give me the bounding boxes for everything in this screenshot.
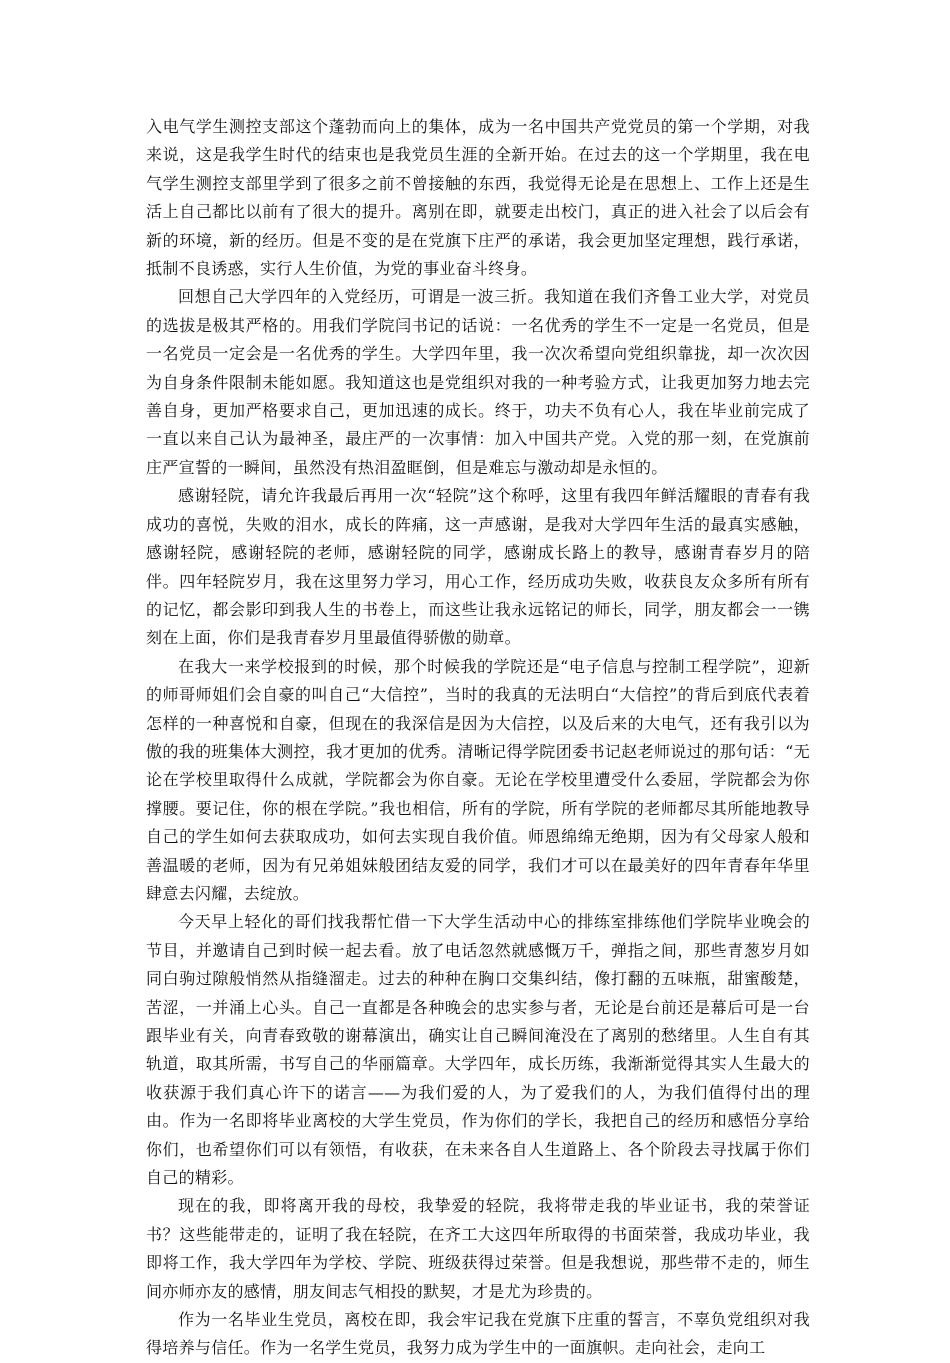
document-page: [146, 113, 810, 1363]
paragraph-4: 在我大一来学校报到的时候，那个时候我的学院还是“电子信息与控制工程学院”，迎新的师哥师姐们会自豪的叫自己“大信控”，当时的我真的无法明白“大信控”的背后到底代表着怎样的一种喜悦和自豪，但现在的我深信是因为大信控，以及后来的大电气，还有我引以为傲的我的班集体大测控，我才更加的优秀。清晰记得学院团委书记赵老师说过的那句话：“无论在学校里取得什么成就，学院都会为你自豪。无论在学校里遭受什么委屈，学院都会为你撑腰。要记住，你的根在学院。”我也相信，所有的学院，所有学院的老师都尽其所能地教导自己的学生如何去获取成功，如何去实现自我价值。师恩绵绵无绝期，因为有父母家人般和善温暖的老师，因为有兄弟姐妹般团结友爱的同学，我们才可以在最美好的四年青春年华里肆意去闪耀，去绽放。: [146, 656, 810, 903]
paragraph-7: 作为一名毕业生党员，离校在即，我会牢记我在党旗下庄重的誓言，不辜负党组织对我得培养与信任。作为一名学生党员，我努力成为学生中的一面旗帜。走向社会，走向工: [146, 1310, 810, 1358]
paragraph-1: 入电气学生测控支部这个蓬勃而向上的集体，成为一名中国共产党党员的第一个学期，对我来说，这是我学生时代的结束也是我党员生涯的全新开始。在过去的这一个学期里，我在电气学生测控支部里学到了很多之前不曾接触的东西，我觉得无论是在思想上、工作上还是生活上自己都比以前有了很大的提升。离别在即，就要走出校门，真正的进入社会了以后会有新的环境，新的经历。但是不变的是在党旗下庄严的承诺，我会更加坚定理想，践行承诺，抵制不良诱惑，实行人生价值，为党的事业奋斗终身。: [146, 117, 810, 279]
paragraph-3: 感谢轻院，请允许我最后再用一次“轻院”这个称呼，这里有我四年鲜活耀眼的青春有我成功的喜悦，失败的泪水，成长的阵痛，这一声感谢，是我对大学四年生活的最真实感触，感谢轻院，感谢轻院的老师，感谢轻院的同学，感谢成长路上的教导，感谢青春岁月的陪伴。四年轻院岁月，我在这里努力学习，用心工作，经历成功失败，收获良友众多所有所有的记忆，都会影印到我人生的书卷上，而这些让我永远铭记的师长，同学，朋友都会一一镌刻在上面，你们是我青春岁月里最值得骄傲的勋章。: [146, 486, 810, 648]
paragraph-5: 今天早上轻化的哥们找我帮忙借一下大学生活动中心的排练室排练他们学院毕业晚会的节目，并邀请自己到时候一起去看。放了电话忽然就感慨万千，弹指之间，那些青葱岁月如同白驹过隙般悄然从指缝溜走。过去的种种在胸口交集纠结，像打翻的五味瓶，甜蜜酸楚，苦涩，一并涌上心头。自己一直都是各种晚会的忠实参与者，无论是台前还是幕后可是一台跟毕业有关，向青春致敬的谢幕演出，确实让自己瞬间淹没在了离别的愁绪里。人生自有其轨道，取其所需，书写自己的华丽篇章。大学四年，成长历练，我渐渐觉得其实人生最大的收获源于我们真心许下的诺言——为我们爱的人，为了爱我们的人，为我们值得付出的理由。作为一名即将毕业离校的大学生党员，作为你们的学长，我把自己的经历和感悟分享给你们，也希望你们可以有领悟，有收获，在未来各自人生道路上、各个阶段去寻找属于你们自己的精彩。: [146, 912, 810, 1188]
paragraph-2: 回想自己大学四年的入党经历，可谓是一波三折。我知道在我们齐鲁工业大学，对党员的选拔是极其严格的。用我们学院闫书记的话说：一名优秀的学生不一定是一名党员，但是一名党员一定会是一名优秀的学生。大学四年里，我一次次希望向党组织靠拢，却一次次因为自身条件限制未能如愿。我知道这也是党组织对我的一种考验方式，让我更加努力地去完善自身，更加严格要求自己，更加迅速的成长。终于，功夫不负有心人，我在毕业前完成了一直以来自己认为最神圣，最庄严的一次事情：加入中国共产党。入党的那一刻，在党旗前庄严宣誓的一瞬间，虽然没有热泪盈眶倒，但是难忘与激动却是永恒的。: [146, 287, 810, 477]
paragraph-6: 现在的我，即将离开我的母校，我挚爱的轻院，我将带走我的毕业证书，我的荣誉证书？这些能带走的，证明了我在轻院，在齐工大这四年所取得的书面荣誉，我成功毕业，我即将工作，我大学四年为学校、学院、班级获得过荣誉。但是我想说，那些带不走的，师生间亦师亦友的感情，朋友间志气相投的默契，才是尤为珍贵的。: [146, 1196, 810, 1301]
